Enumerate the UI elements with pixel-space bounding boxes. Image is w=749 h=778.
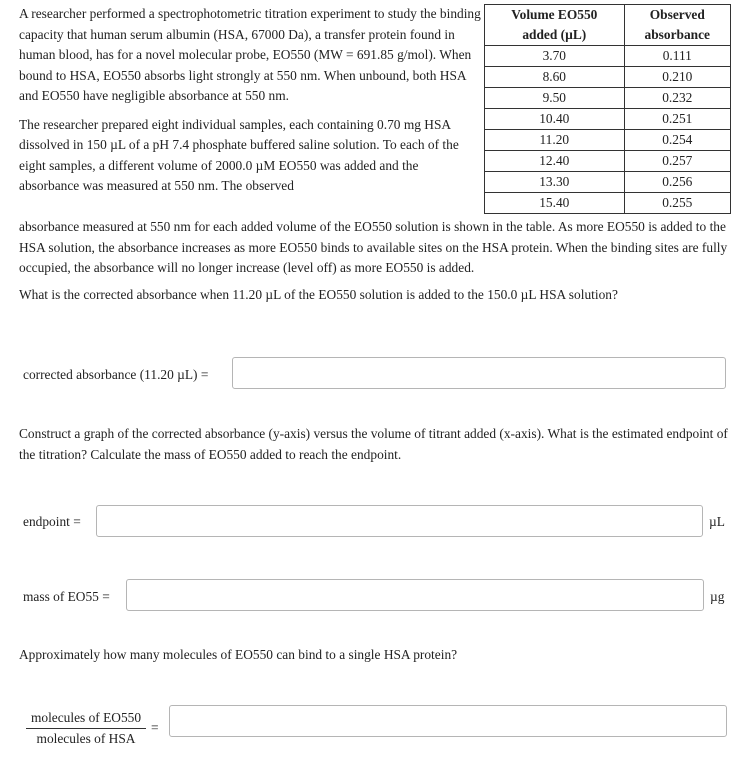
header-absorbance-line-2: absorbance [644,27,711,42]
molecule-ratio-fraction [26,709,146,748]
cell-absorbance: 0.251 [624,109,730,130]
cell-absorbance: 0.255 [624,193,730,214]
cell-absorbance: 0.257 [624,151,730,172]
mass-unit: µg [710,589,725,604]
cell-volume: 11.20 [485,130,625,151]
cell-volume: 9.50 [485,88,625,109]
corrected-absorbance-label: corrected absorbance (11.20 µL) = [23,367,209,382]
table-row [485,151,731,172]
table-row [485,46,731,67]
molecule-ratio-input[interactable] [169,705,727,737]
table-row [485,67,731,88]
question-2: Construct a graph of the corrected absorbance (y-axis) versus the volume of titrant added (x-axis). What is the estimated endpoint of the titration? Calculate the mass of EO550 added to reach the endpoint. [19,426,728,462]
table-row [485,172,731,193]
cell-volume: 13.30 [485,172,625,193]
cell-volume: 10.40 [485,109,625,130]
cell-volume: 8.60 [485,67,625,88]
mass-label: mass of EO55 = [23,589,110,604]
intro-paragraph-1: A researcher performed a spectrophotometric titration experiment to study the binding capacity that human serum albumin (HSA, 67000 Da), a transfer protein found in human blood, has for a novel molecular probe, EO550 (MW = 691.85 g/mol). When bound to HSA, EO550 absorbs light strongly at 550 nm. When unbound, both HSA and EO550 have negligible absorbance at 550 nm. [19,6,481,103]
cell-absorbance: 0.256 [624,172,730,193]
ratio-denominator: molecules of HSA [36,731,136,746]
table-header-row [485,5,731,46]
problem-intro [19,4,481,197]
question-3: Approximately how many molecules of EO550 can bind to a single HSA protein? [19,647,458,662]
intro-paragraph-2-continued: absorbance measured at 550 nm for each added volume of the EO550 solution is shown in the table. As more EO550 is added to the HSA solution, the absorbance increases as more EO550 binds to available sites on the HSA protein. When the binding sites are fully occupied, the absorbance will no longer increase (level off) as more EO550 is added. [19,219,728,275]
endpoint-unit: µL [709,514,725,529]
cell-absorbance: 0.210 [624,67,730,88]
header-volume-line-2: added (µL) [522,27,587,42]
ratio-equals-sign: = [151,720,159,735]
header-volume [485,5,625,46]
question-1: What is the corrected absorbance when 11.20 µL of the EO550 solution is added to the 150.0 µL HSA solution? [19,287,618,302]
corrected-absorbance-input[interactable] [232,357,726,389]
cell-absorbance: 0.111 [624,46,730,67]
cell-volume: 12.40 [485,151,625,172]
table-row [485,193,731,214]
data-table [484,4,731,214]
table-row [485,88,731,109]
cell-absorbance: 0.232 [624,88,730,109]
intro-paragraph-2: The researcher prepared eight individual samples, each containing 0.70 mg HSA dissolved in 150 µL of a pH 7.4 phosphate buffered saline solution. To each of the eight samples, a different volume of 2000.0 µM EO550 was added and the absorbance was measured at 550 nm. The observed [19,116,459,193]
cell-absorbance: 0.254 [624,130,730,151]
table-row [485,130,731,151]
table-row [485,109,731,130]
cell-volume: 3.70 [485,46,625,67]
header-absorbance [624,5,730,46]
endpoint-input[interactable] [96,505,703,537]
mass-input[interactable] [126,579,704,611]
header-absorbance-line-1: Observed [649,7,705,22]
cell-volume: 15.40 [485,193,625,214]
ratio-numerator: molecules of EO550 [26,709,146,729]
header-volume-line-1: Volume EO550 [511,7,598,22]
endpoint-label: endpoint = [23,514,81,529]
